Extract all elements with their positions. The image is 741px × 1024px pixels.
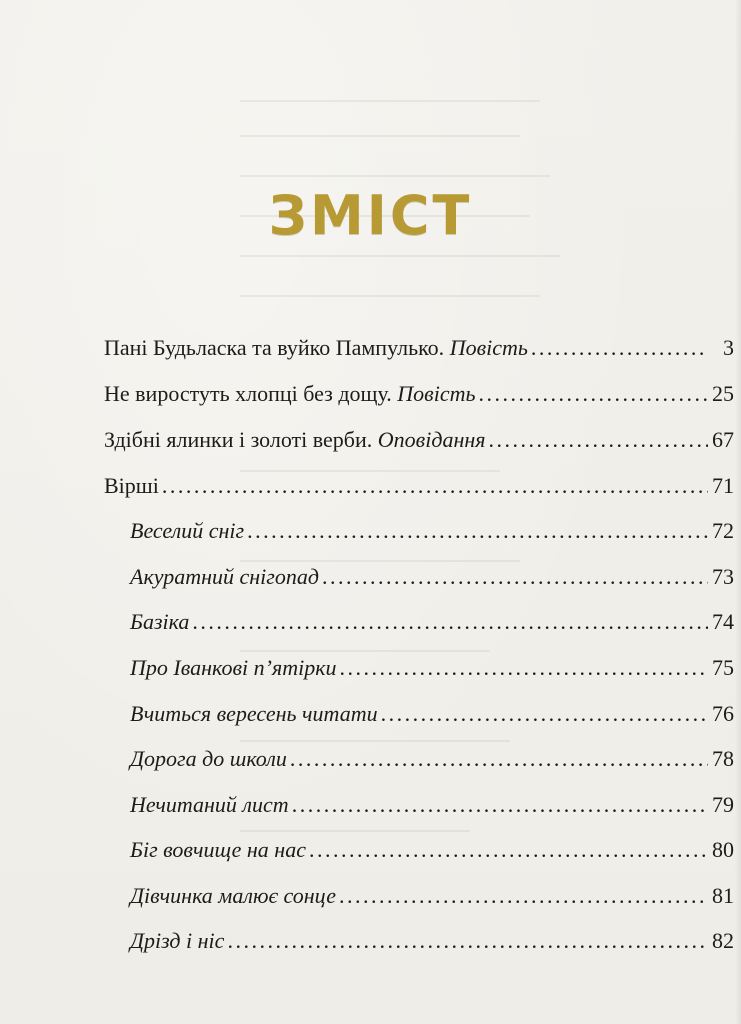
toc-entry-page-number: 67 [712, 427, 734, 452]
toc-subentry-title: Веселий сніг [130, 518, 245, 543]
toc-entry-page-number: 79 [712, 792, 734, 817]
dot-leader [479, 374, 708, 414]
toc-subentry-title: Базіка [130, 609, 190, 634]
toc-entry[interactable] [104, 374, 734, 414]
toc-entry-page-number: 74 [712, 609, 734, 634]
dot-leader [322, 557, 708, 597]
dot-leader [309, 830, 708, 870]
toc-subentry-title: Про Іванкові п’ятірки [130, 655, 337, 680]
toc-entry-genre: Повість [397, 381, 476, 406]
toc-subentry-title: Вчиться вересень читати [130, 701, 378, 726]
toc-entry-genre: Оповідання [377, 427, 486, 452]
toc-entry[interactable] [104, 420, 734, 460]
dot-leader [162, 466, 708, 506]
dot-leader [489, 420, 709, 460]
toc-entry-title: Пані Будьласка та вуйко Пампулько. Повість [104, 335, 528, 360]
toc-entry-title: Не виростуть хлопці без дощу. Повість [104, 381, 476, 406]
toc-subentry-title: Біг вовчище на нас [130, 837, 306, 862]
toc-subentry[interactable] [130, 921, 734, 961]
toc-entry-page-number: 25 [712, 381, 734, 406]
toc-subentry[interactable] [130, 739, 734, 779]
dot-leader [290, 739, 708, 779]
toc-entry-page-number: 78 [712, 746, 734, 771]
toc-entry-page-number: 73 [712, 564, 734, 589]
toc-entry[interactable] [104, 328, 734, 368]
toc-entry[interactable] [104, 466, 734, 506]
toc-entry-title: Вірші [104, 473, 159, 498]
toc-subentry-title: Дівчинка малює сонце [130, 883, 336, 908]
toc-entry-page-number: 75 [712, 655, 734, 680]
dot-leader [227, 921, 708, 961]
toc-subentry-title: Дорога до школи [130, 746, 287, 771]
toc-subentry[interactable] [130, 694, 734, 734]
toc-subentry[interactable] [130, 602, 734, 642]
toc-entry-page-number: 81 [712, 883, 734, 908]
toc-entry-title: Здібні ялинки і золоті верби. Оповідання [104, 427, 486, 452]
dot-leader [340, 648, 709, 688]
toc-subentry[interactable] [130, 830, 734, 870]
toc-entry-page-number: 71 [712, 473, 734, 498]
dot-leader [339, 876, 708, 916]
dot-leader [192, 602, 708, 642]
toc-entry-page-number: 76 [712, 701, 734, 726]
toc-subentry-title: Нечитаний лист [130, 792, 289, 817]
dot-leader [531, 328, 708, 368]
toc-subentry[interactable] [130, 785, 734, 825]
toc-subentry[interactable] [130, 511, 734, 551]
toc-subentry[interactable] [130, 648, 734, 688]
dot-leader [247, 511, 708, 551]
page-edge-shadow [735, 0, 741, 1024]
toc-entry-page-number: 80 [712, 837, 734, 862]
toc-entry-page-number: 72 [712, 518, 734, 543]
toc-subentry-title: Акуратний снігопад [130, 564, 320, 589]
toc-subentry[interactable] [130, 876, 734, 916]
toc-entry-genre: Повість [449, 335, 528, 360]
toc-entry-page-number: 82 [712, 928, 734, 953]
toc-entry-page-number: 3 [723, 335, 734, 360]
page-title: ЗМІСТ [268, 184, 473, 248]
dot-leader [381, 694, 708, 734]
dot-leader [292, 785, 708, 825]
toc-subentry[interactable] [130, 557, 734, 597]
toc-subentry-title: Дрізд і ніс [130, 928, 225, 953]
